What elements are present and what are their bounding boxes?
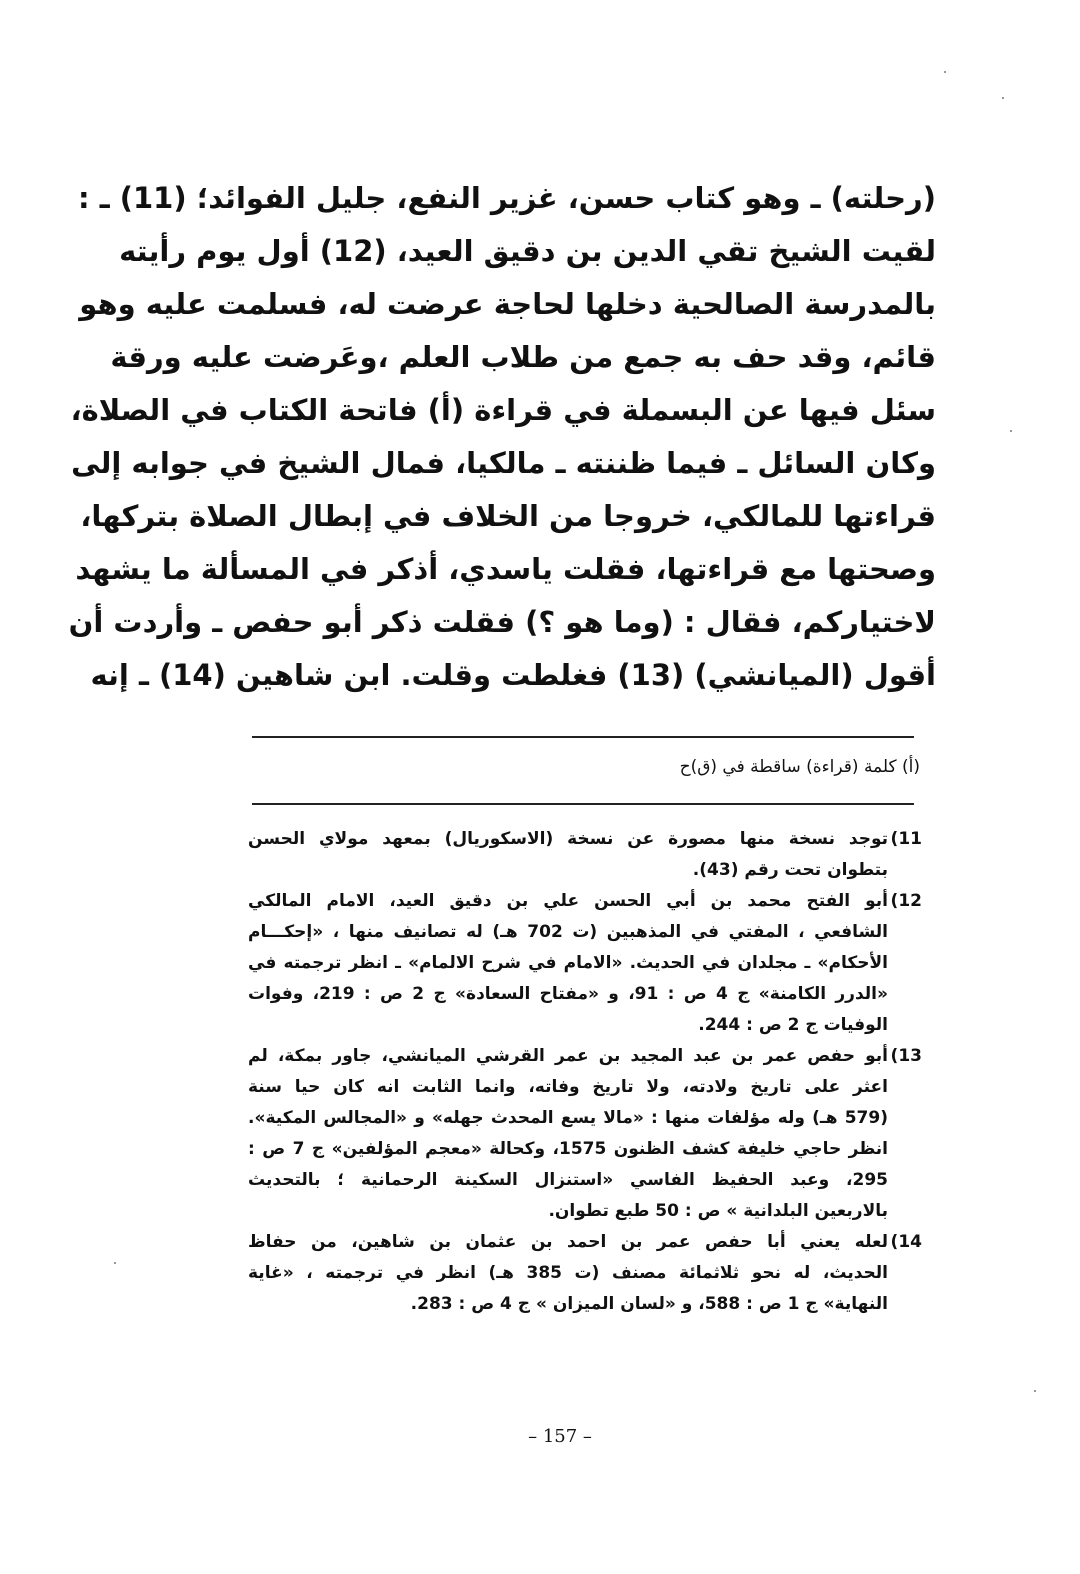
- text-line: بالمدرسة الصالحية دخلها لحاجة عرضت له، فسلمت عليه وهو: [79, 287, 936, 321]
- text-line: قراءتها للمالكي، خروجا من الخلاف في إبطال الصلاة بتركها،: [80, 499, 936, 533]
- footnote-line: 295، وعبد الحفيظ الفاسي «استنزال السكينة الرحمانية ؛ بالتحديث: [248, 1170, 888, 1190]
- footnote-number: 12): [890, 891, 922, 911]
- footnote-line: أبو الفتح محمد بن أبي الحسن علي بن دقيق العيد، الامام المالكي: [248, 891, 888, 911]
- footnote-line: أبو حفص عمر بن عبد المجيد بن عمر القرشي الميانشي، جاور بمكة، لم: [248, 1046, 888, 1066]
- footnote-line: الوفيات ج 2 ص : 244.: [698, 1015, 888, 1035]
- footnote-number: 14): [890, 1232, 922, 1252]
- footnote-line: توجد نسخة منها مصورة عن نسخة (الاسكوريال) بمعهد مولاي الحسن: [248, 829, 888, 849]
- footnote-line: «الدرر الكامنة» ج 4 ص : 91، و «مفتاح السعادة» ج 2 ص : 219، وفوات: [248, 984, 888, 1004]
- footnote-number: 13): [890, 1046, 922, 1066]
- footnote-divider-bottom: [252, 803, 914, 805]
- text-line: وكان السائل ـ فيما ظننته ـ مالكيا، فمال الشيخ في جوابه إلى: [71, 446, 936, 480]
- text-line: وصحتها مع قراءتها، فقلت ياسدي، أذكر في المسألة ما يشهد: [75, 552, 936, 586]
- footnote-body: [248, 886, 888, 1041]
- text-line: (رحلته) ـ وهو كتاب حسن، غزير النفع، جليل الفوائد؛ (11) ـ :: [78, 181, 936, 215]
- footnote: [248, 886, 922, 1041]
- scan-speck: [944, 71, 946, 73]
- text-line: أقول (الميانشي) (13) فغلطت وقلت. ابن شاهين (14) ـ إنه: [90, 658, 936, 692]
- footnote-body: [248, 1041, 888, 1227]
- footnote-body: [248, 824, 888, 886]
- main-text-block: [68, 172, 936, 702]
- footnote: [248, 1227, 922, 1320]
- scan-speck: [1010, 430, 1012, 432]
- footnote-divider-top: [252, 736, 914, 738]
- text-line: سئل فيها عن البسملة في قراءة (أ) فاتحة الكتاب في الصلاة،: [70, 393, 936, 427]
- footnote-line: الحديث، له نحو ثلاثمائة مصنف (ت 385 هـ) انظر في ترجمته ، «غاية: [248, 1263, 888, 1283]
- footnote-body: [248, 1227, 888, 1320]
- footnote: [248, 1041, 922, 1227]
- scan-speck: [114, 1262, 116, 1264]
- text-line: لقيت الشيخ تقي الدين بن دقيق العيد، (12) أول يوم رأيته: [119, 234, 936, 268]
- footnote-line: النهاية» ج 1 ص : 588، و «لسان الميزان » ج 4 ص : 283.: [410, 1294, 888, 1314]
- footnote-line: اعثر على تاريخ ولادته، ولا تاريخ وفاته، وانما الثابت انه كان حيا سنة: [248, 1077, 888, 1097]
- footnote-line: الأحكام» ـ مجلدان في الحديث. «الامام في شرح الالمام» ـ انظر ترجمته في: [248, 953, 888, 973]
- footnote-line: بتطوان تحت رقم (43).: [692, 860, 888, 880]
- footnote-line: انظر حاجي خليفة كشف الظنون 1575، وكحالة «معجم المؤلفين» ج 7 ص :: [248, 1139, 888, 1159]
- variant-note: (أ) كلمة (قراءة) ساقطة في (ق)ح: [679, 757, 920, 777]
- footnote-number: 11): [890, 829, 922, 849]
- footnotes-block: [248, 824, 922, 1320]
- text-line: لاختياركم، فقال : (وما هو ؟) فقلت ذكر أبو حفص ـ وأردت أن: [68, 605, 936, 639]
- footnote-line: الشافعي ، المفتي في المذهبين (ت 702 هـ) له تصانيف منها ، «إحكـــام: [248, 922, 888, 942]
- scan-speck: [1002, 97, 1004, 99]
- footnote-line: بالاربعين البلدانية » ص : 50 طبع تطوان.: [548, 1201, 888, 1221]
- scan-speck: [1034, 1390, 1036, 1392]
- page-number: – 157 –: [528, 1426, 592, 1447]
- footnote-line: لعله يعني أبا حفص عمر بن احمد بن عثمان بن شاهين، من حفاظ: [248, 1232, 888, 1252]
- footnote: [248, 824, 922, 886]
- text-line: قائم، وقد حف به جمع من طلاب العلم ،وعَرضت عليه ورقة: [110, 340, 936, 374]
- footnote-line: (579 هـ) وله مؤلفات منها : «مالا يسع المحدث جهله» و «المجالس المكية».: [248, 1108, 888, 1128]
